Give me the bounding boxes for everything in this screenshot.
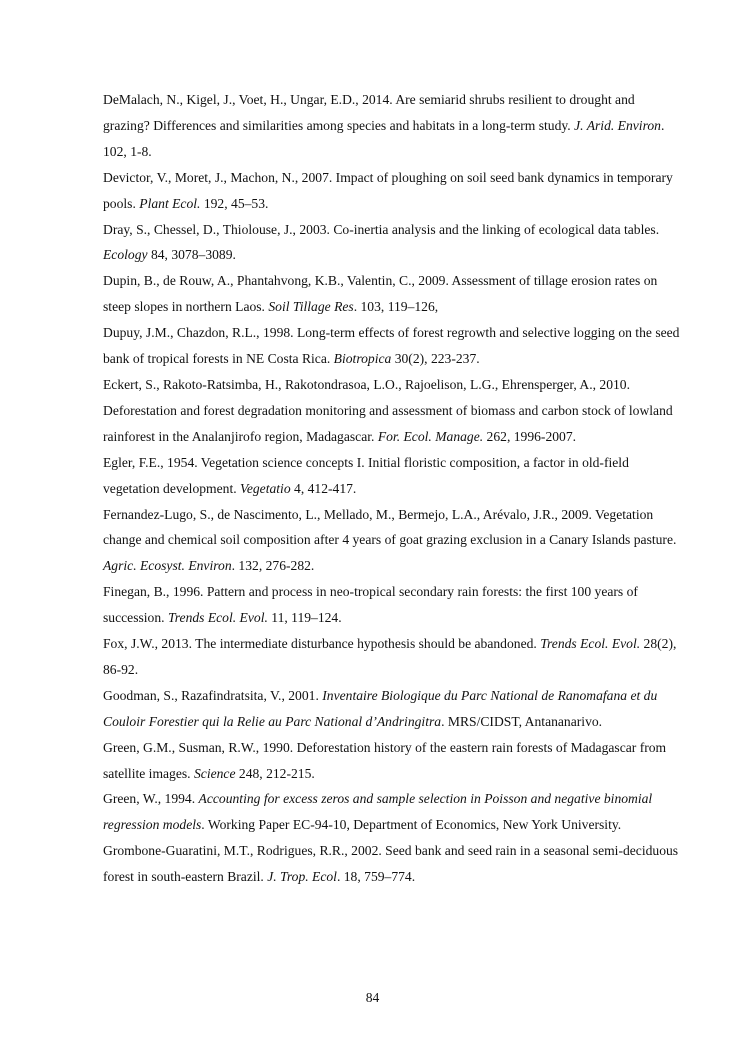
reference-entry	[103, 372, 683, 450]
reference-entry	[103, 217, 683, 269]
reference-authors: Egler, F.E., 1954.	[103, 454, 198, 470]
reference-entry	[103, 579, 683, 631]
reference-entry	[103, 502, 683, 580]
reference-title: The intermediate disturbance hypothesis should be abandoned.	[192, 636, 541, 652]
reference-journal: Vegetatio	[240, 480, 291, 496]
reference-authors: Green, W., 1994.	[103, 791, 196, 807]
reference-details: . 18, 759–774.	[336, 869, 416, 885]
reference-authors: Devictor, V., Moret, J., Machon, N., 2007.	[103, 169, 333, 185]
reference-entry	[103, 838, 683, 890]
reference-authors: Dray, S., Chessel, D., Thiolouse, J., 2003.	[103, 221, 330, 237]
reference-journal: For. Ecol. Manage.	[377, 428, 484, 444]
reference-title: Are semiarid shrubs resilient to drought and grazing? Differences and similarities among species and habitats in a long-term study.	[103, 92, 635, 133]
reference-title: Long-term effects of forest regrowth and selective logging on the seed bank of tropical forests in NE Costa Rica.	[103, 325, 680, 367]
reference-entry	[103, 165, 683, 217]
reference-journal: Biotropica	[333, 351, 392, 367]
reference-title: Assessment of tillage erosion rates on steep slopes in northern Laos.	[103, 273, 658, 315]
reference-journal: Trends Ecol. Evol.	[540, 636, 641, 652]
reference-journal: Science	[193, 765, 236, 781]
reference-details: . Working Paper EC-94-10, Department of Economics, New York University.	[201, 817, 622, 833]
reference-entry	[103, 87, 683, 165]
reference-authors: Dupuy, J.M., Chazdon, R.L., 1998.	[103, 325, 294, 341]
reference-journal: Agric. Ecosyst. Environ	[103, 558, 232, 574]
reference-journal: Accounting for excess zeros and sample selection in Poisson and negative binomial regression models	[103, 791, 653, 833]
reference-title: Seed bank and seed rain in a seasonal semi-deciduous forest in south-eastern Brazil.	[103, 843, 679, 885]
reference-title: Deforestation and forest degradation monitoring and assessment of biomass and carbon stock of lowland rainforest in the Analanjirofo region, Madagascar.	[103, 402, 673, 444]
reference-journal: J. Trop. Ecol	[267, 869, 337, 885]
reference-entry	[103, 735, 683, 787]
reference-journal: Ecology	[103, 247, 148, 263]
reference-title: Vegetation change and chemical soil composition after 4 years of goat grazing exclusion in a Canary Islands pasture.	[103, 506, 677, 548]
reference-details: . 103, 119–126,	[353, 299, 439, 315]
reference-entry	[103, 268, 683, 320]
reference-authors: Dupin, B., de Rouw, A., Phantahvong, K.B., Valentin, C., 2009.	[103, 273, 449, 289]
reference-authors: Green, G.M., Susman, R.W., 1990.	[103, 739, 294, 755]
reference-details: . MRS/CIDST, Antananarivo.	[441, 713, 603, 729]
reference-authors: Finegan, B., 1996.	[103, 584, 204, 600]
reference-entry	[103, 683, 683, 735]
reference-authors: DeMalach, N., Kigel, J., Voet, H., Ungar, E.D., 2014.	[103, 92, 393, 107]
reference-details: 262, 1996-2007.	[483, 428, 577, 444]
reference-entry	[103, 450, 683, 502]
reference-journal: J. Arid. Environ	[574, 117, 661, 133]
page-number: 84	[365, 990, 380, 1005]
reference-details: 4, 412-417.	[290, 480, 357, 496]
reference-entry	[103, 786, 683, 838]
reference-authors: Goodman, S., Razafindratsita, V., 2001.	[103, 687, 319, 703]
reference-title: Co-inertia analysis and the linking of ecological data tables.	[329, 221, 660, 237]
reference-journal: Plant Ecol.	[139, 195, 201, 211]
reference-title: Pattern and process in neo-tropical secondary rain forests: the first 100 years of succession.	[103, 584, 638, 626]
reference-list	[103, 87, 683, 890]
reference-authors: Eckert, S., Rakoto-Ratsimba, H., Rakotondrasoa, L.O., Rajoelison, L.G., Ehrensperger, A., 2010.	[103, 376, 631, 392]
reference-details: . 102, 1-8.	[103, 117, 665, 159]
reference-authors: Fox, J.W., 2013.	[103, 636, 193, 652]
reference-details: 248, 212-215.	[235, 765, 315, 781]
reference-journal: Soil Tillage Res	[268, 299, 354, 315]
reference-authors: Fernandez-Lugo, S., de Nascimento, L., Mellado, M., Bermejo, L.A., Arévalo, J.R., 2009.	[103, 506, 592, 522]
reference-entry	[103, 631, 683, 683]
reference-authors: Grombone-Guaratini, M.T., Rodrigues, R.R., 2002.	[103, 843, 382, 859]
reference-journal: Trends Ecol. Evol.	[167, 610, 268, 626]
reference-details: 11, 119–124.	[267, 610, 342, 626]
reference-journal: Inventaire Biologique du Parc National de Ranomafana et du Couloir Forestier qui la Relie au Parc National d’Andringitra	[103, 687, 658, 729]
reference-details: 28(2), 86-92.	[103, 636, 677, 677]
reference-details: 30(2), 223-237.	[391, 351, 480, 367]
reference-title: Deforestation history of the eastern rain forests of Madagascar from satellite images.	[103, 739, 667, 781]
reference-title: Vegetation science concepts I. Initial floristic composition, a factor in old-field vegetation development.	[103, 454, 629, 496]
reference-entry	[103, 320, 683, 372]
reference-details: . 132, 276-282.	[231, 558, 315, 574]
reference-details: 192, 45–53.	[200, 195, 269, 211]
reference-details: 84, 3078–3089.	[147, 247, 236, 263]
reference-title: Impact of ploughing on soil seed bank dynamics in temporary pools.	[103, 169, 673, 211]
